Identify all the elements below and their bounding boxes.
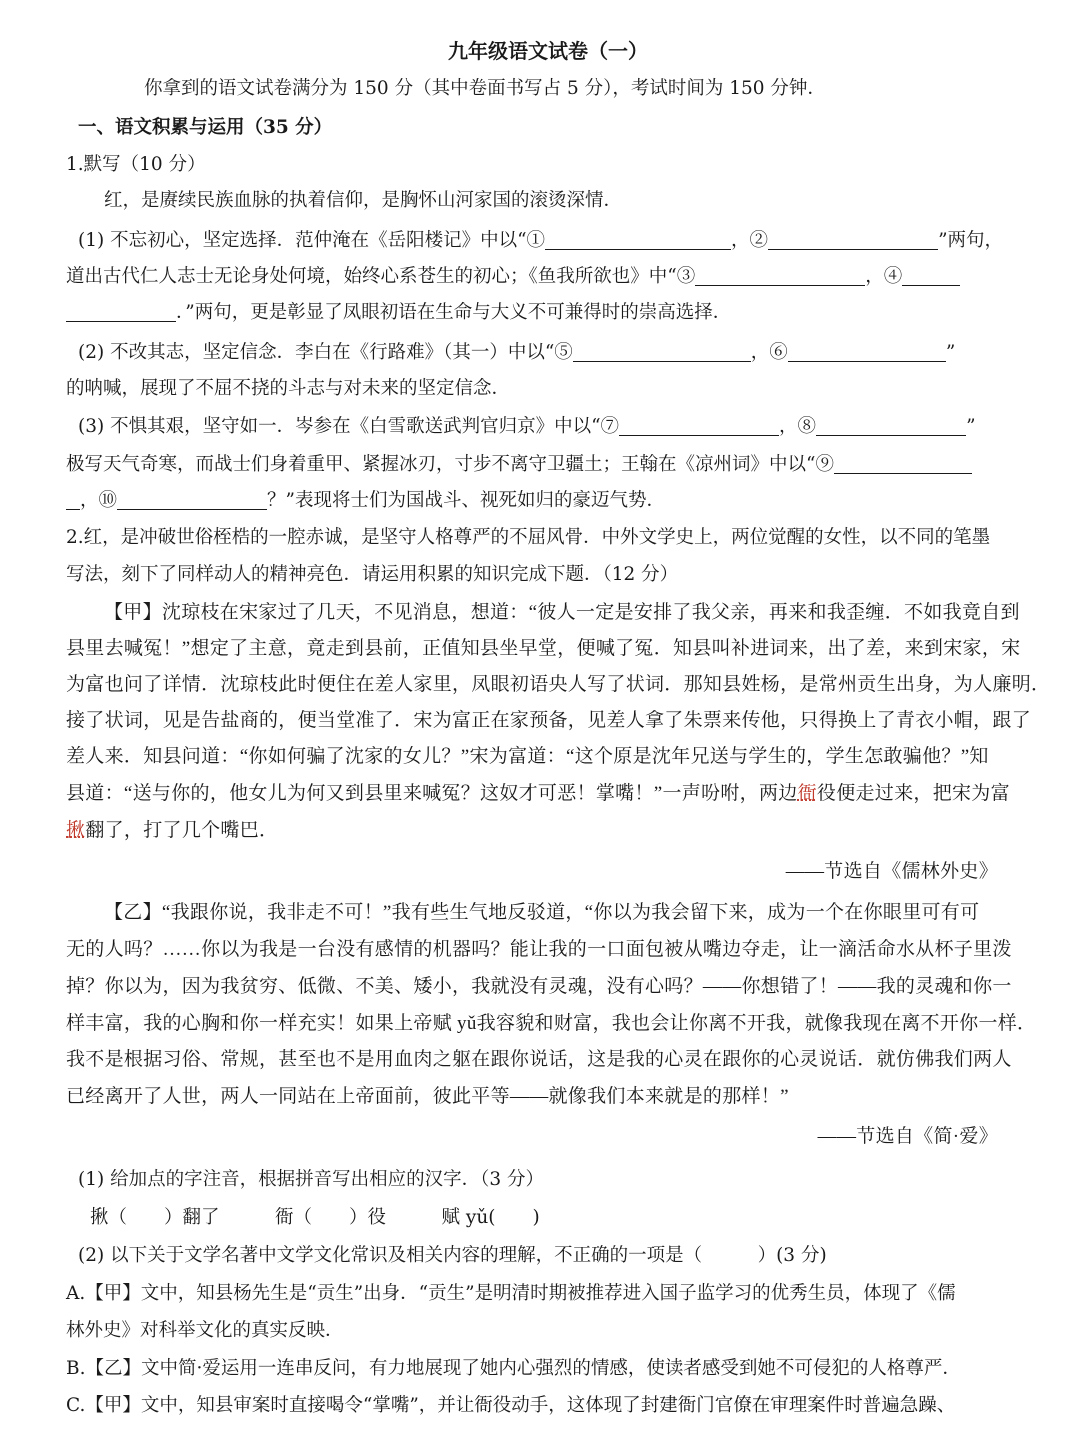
blank-2[interactable] <box>768 229 938 250</box>
passage-yi-line4: 样丰富，我的心胸和你一样充实！如果上帝赋 yǔ我容貌和财富，我也会让你离不开我，就像我现在离不开你一样． <box>66 1013 1037 1034</box>
page-title: 九年级语文试卷（一） <box>448 39 648 63</box>
q1-part3-text-f: ？”表现将士们为国战斗、视死如归的豪迈气势． <box>267 490 665 511</box>
passage-jia-line7-b: 翻了，打了几个嘴巴． <box>85 820 279 841</box>
q1-part1-line3 <box>66 298 731 328</box>
q1-part3-text-c: ” <box>966 416 976 437</box>
passage-yi-line3: 掉？你以为，因为我贫穷、低微、不美、矮小，我就没有灵魂，没有心吗？——你想错了！——我的灵魂和你一 <box>66 976 1012 997</box>
q1-part2-text-a: (2) 不改其志，坚定信念．李白在《行路难》（其一）中以“⑤ <box>78 342 573 363</box>
passage-jia-line6 <box>66 779 1010 809</box>
q1-part1-line2 <box>66 262 960 292</box>
q1-part3-line3 <box>66 486 665 516</box>
passage-jia-line5: 差人来．知县问道：“你如何骗了沈家的女儿？”宋为富道：“这个原是沈年兄送与学生的，学生怎敢骗他？”知 <box>66 746 989 767</box>
q2-stem-line2: 写法，刻下了同样动人的精神亮色．请运用积累的知识完成下题．（12 分） <box>66 564 679 585</box>
q1-part1-text-e: ，④ <box>865 266 903 287</box>
q1-part3-text-a: (3) 不惧其艰，坚守如一．岑参在《白雪歌送武判官归京》中以“⑦ <box>78 416 620 437</box>
blank-9b[interactable] <box>66 489 80 510</box>
blank-4b[interactable] <box>66 301 176 322</box>
q2-sub2: (2) 以下关于文学名著中文学文化常识及相关内容的理解，不正确的一项是（ ）(3 分) <box>78 1245 827 1266</box>
passage-jia-line6-b: 役便走过来，把宋为富 <box>816 783 1010 804</box>
dotted-char-jiu: 揪 <box>66 820 86 841</box>
q1-part1-text-f: ．”两句，更是彰显了凤眼初语在生命与大义不可兼得时的崇高选择． <box>176 302 732 323</box>
passage-jia-line1: 【甲】沈琼枝在宋家过了几天，不见消息，想道：“彼人一定是安排了我父亲，再来和我歪缠．不如我竟自到 <box>104 602 1020 623</box>
passage-yi-source: ——节选自《简·爱》 <box>817 1126 998 1147</box>
option-c[interactable]: C.【甲】文中，知县审案时直接喝令“掌嘴”，并让衙役动手，这体现了封建衙门官僚在审理案件时普遍急躁、 <box>66 1395 956 1416</box>
blank-5[interactable] <box>573 341 751 362</box>
q1-part1-text-d: 道出古代仁人志士无论身处何境，始终心系苍生的初心；《鱼我所欲也》中“③ <box>66 266 696 287</box>
option-b[interactable]: B.【乙】文中简·爱运用一连串反问，有力地展现了她内心强烈的情感，使读者感受到她不可侵犯的人格尊严． <box>66 1358 961 1379</box>
passage-yi-line6: 已经离开了人世，两人一同站在上帝面前，彼此平等——就像我们本来就是的那样！” <box>66 1086 789 1107</box>
q1-part2-text-b: ，⑥ <box>750 342 788 363</box>
q2-stem-line1: 2.红，是冲破世俗桎梏的一腔赤诚，是坚守人格尊严的不屈风骨．中外文学史上，两位觉醒的女性，以不同的笔墨 <box>66 527 991 548</box>
passage-jia-source: ——节选自《儒林外史》 <box>785 861 998 882</box>
q1-lead: 红，是赓续民族血脉的执着信仰，是胸怀山河家国的滚烫深情． <box>104 190 623 211</box>
blank-3[interactable] <box>695 265 865 286</box>
blank-10[interactable] <box>117 489 267 510</box>
q1-part1-text-b: ，② <box>731 230 769 251</box>
q1-part2-line2: 的呐喊，展现了不屈不挠的斗志与对未来的坚定信念． <box>66 378 511 399</box>
q1-part3-line1 <box>78 412 976 442</box>
blank-1[interactable] <box>545 229 731 250</box>
q1-part2-line1 <box>78 338 955 368</box>
passage-yi-line2: 无的人吗？……你以为我是一台没有感情的机器吗？能让我的一口面包被从嘴边夺走，让一滴活命水从杯子里泼 <box>66 939 1012 960</box>
option-a-line1[interactable]: A.【甲】文中，知县杨先生是“贡生”出身．“贡生”是明清时期被推荐进入国子监学习的优秀生员，体现了《儒 <box>66 1283 956 1304</box>
q1-part1-text-c: ”两句， <box>938 230 1004 251</box>
passage-jia-line6-a: 县道：“送与你的，他女儿为何又到县里来喊冤？这奴才可恶！掌嘴！”一声吩咐，两边 <box>66 783 798 804</box>
blank-8[interactable] <box>816 415 966 436</box>
q2-sub1: (1) 给加点的字注音，根据拼音写出相应的汉字．（3 分） <box>78 1169 544 1190</box>
q1-label: 1.默写（10 分） <box>66 154 206 175</box>
q1-part1-line1 <box>78 226 1003 256</box>
blank-9a[interactable] <box>834 453 972 474</box>
q1-part3-text-e: ，⑩ <box>80 490 118 511</box>
blank-6[interactable] <box>788 341 946 362</box>
passage-jia-line4: 接了状词，见是告盐商的，便当堂准了．宋为富正在家预备，见差人拿了朱票来传他，只得换上了青衣小帽，跟了 <box>66 710 1032 731</box>
passage-yi-line1: 【乙】“我跟你说，我非走不可！”我有些生气地反驳道，“你以为我会留下来，成为一个在你眼里可有可 <box>104 902 980 923</box>
q1-part1-text-a: (1) 不忘初心，坚定选择．范仲淹在《岳阳楼记》中以“① <box>78 230 546 251</box>
passage-yi-line5: 我不是根据习俗、常规，甚至也不是用血肉之躯在跟你说话，这是我的心灵在跟你的心灵说话．就仿佛我们两人 <box>66 1049 1012 1070</box>
passage-jia-line7 <box>66 816 278 846</box>
option-a-line2[interactable]: 林外史》对科举文化的真实反映． <box>66 1320 344 1341</box>
q2-sub1-items[interactable]: 揪（ ）翻了 衙（ ）役 赋 yǔ( ) <box>90 1207 540 1228</box>
dotted-char-ya: 衙 <box>797 783 817 804</box>
q1-part3-text-d: 极写天气奇寒，而战士们身着重甲、紧握冰刃，寸步不离守卫疆土；王翰在《凉州词》中以“⑨ <box>66 454 834 475</box>
q1-part3-text-b: ，⑧ <box>779 416 817 437</box>
blank-7[interactable] <box>619 415 779 436</box>
q1-part3-line2 <box>66 450 972 480</box>
exam-intro: 你拿到的语文试卷满分为 150 分（其中卷面书写占 5 分），考试时间为 150 分钟． <box>144 78 826 99</box>
passage-jia-line3: 为富也问了详情．沈琼枝此时便住在差人家里，凤眼初语央人写了状词．那知县姓杨，是常州贡生出身，为人廉明． <box>66 674 1051 695</box>
section-heading: 一、语文积累与运用（35 分） <box>78 117 333 138</box>
passage-jia-line2: 县里去喊冤！”想定了主意，竟走到县前，正值知县坐早堂，便喊了冤．知县叫补进词来，出了差，来到宋家，宋 <box>66 638 1021 659</box>
blank-4a[interactable] <box>902 265 960 286</box>
q1-part2-text-c: ” <box>945 342 956 363</box>
